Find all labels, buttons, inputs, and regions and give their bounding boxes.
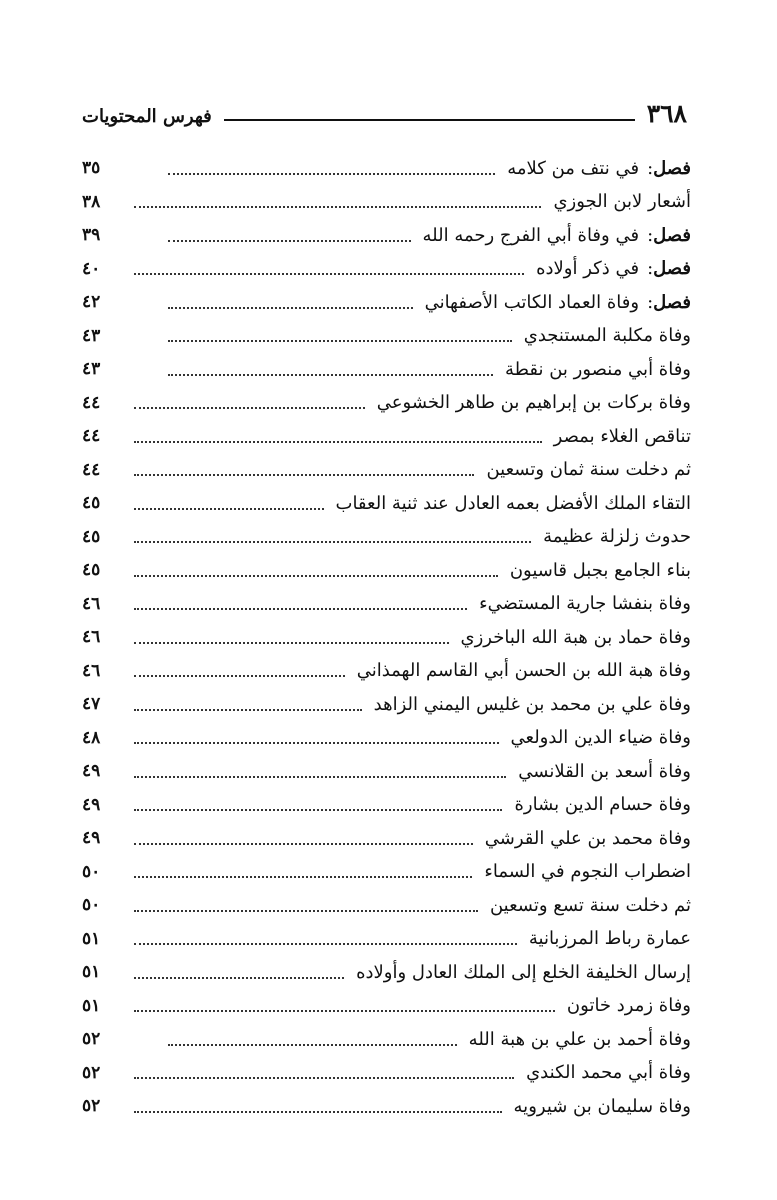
table-of-contents [82, 152, 691, 1124]
toc-entry [82, 320, 691, 354]
toc-entry-title: في وفاة أبي الفرج رحمه الله [422, 224, 640, 246]
toc-entry [82, 621, 691, 655]
page-number: ٣٦٨ [646, 99, 687, 128]
toc-entry-text [484, 827, 691, 849]
toc-entry-title: حدوث زلزلة عظيمة [543, 526, 691, 548]
dot-leader [134, 608, 467, 610]
toc-page-number: ٤٢ [82, 292, 101, 313]
dot-leader [134, 642, 449, 644]
toc-entry-title: عمارة رباط المرزبانية [528, 928, 691, 950]
toc-entry-text [356, 961, 691, 983]
toc-entry [82, 454, 691, 488]
toc-page-number: ٤٤ [82, 426, 101, 447]
toc-entry-text [529, 930, 691, 948]
dot-leader [134, 441, 542, 443]
dot-leader [168, 173, 495, 175]
toc-page-number: ٤٨ [82, 727, 101, 748]
toc-entry-title: وفاة العماد الكاتب الأصفهاني [424, 291, 640, 313]
toc-entry [82, 722, 691, 756]
toc-entry-title: وفاة مكلبة المستنجدي [523, 325, 691, 347]
dot-leader [134, 675, 345, 677]
toc-entry-text [486, 461, 691, 479]
toc-entry-title: في ذكر أولاده [536, 258, 640, 280]
dot-leader [134, 876, 472, 878]
toc-entry [82, 588, 691, 622]
toc-entry-text [335, 492, 692, 514]
toc-page-number: ٥٢ [82, 1096, 101, 1117]
toc-entry [82, 353, 691, 387]
header-rule [224, 119, 635, 121]
toc-page-number: ٤٦ [82, 660, 101, 681]
dot-leader [134, 273, 524, 275]
toc-entry-title: أشعار لابن الجوزي [553, 191, 691, 213]
toc-page-number: ٤٦ [82, 627, 101, 648]
toc-entry-title: ثم دخلت سنة ثمان وتسعين [486, 459, 691, 481]
toc-page-number: ٥١ [82, 995, 101, 1016]
toc-entry-text [536, 260, 691, 278]
toc-entry-text [373, 693, 691, 715]
section-colon: : [647, 258, 654, 280]
toc-entry [82, 1057, 691, 1091]
dot-leader [134, 843, 473, 845]
dot-leader [134, 709, 362, 711]
toc-entry-text [543, 528, 691, 546]
toc-page-number: ٤٩ [82, 794, 101, 815]
toc-entry [82, 923, 691, 957]
toc-entry-title: بناء الجامع بجبل قاسيون [509, 559, 691, 581]
toc-entry-title: وفاة ضياء الدين الدولعي [510, 727, 691, 749]
toc-entry [82, 554, 691, 588]
toc-entry [82, 688, 691, 722]
toc-entry-title: وفاة أسعد بن القلانسي [518, 760, 691, 782]
section-label: فصل [653, 258, 691, 280]
toc-entry [82, 152, 691, 186]
toc-entry-text [479, 595, 691, 613]
toc-entry [82, 487, 691, 521]
toc-entry [82, 1023, 691, 1057]
toc-entry-title: وفاة حسام الدين بشارة [514, 794, 691, 816]
toc-entry-title: وفاة أبي منصور بن نقطة [504, 358, 691, 380]
toc-entry [82, 420, 691, 454]
dot-leader [168, 340, 512, 342]
toc-page-number: ٤٧ [82, 694, 101, 715]
toc-page-number: ٤٩ [82, 828, 101, 849]
dot-leader [168, 307, 413, 309]
toc-entry [82, 219, 691, 253]
toc-page-number: ٤٩ [82, 761, 101, 782]
dot-leader [134, 943, 517, 945]
dot-leader [134, 776, 506, 778]
toc-entry-text [553, 425, 691, 447]
toc-entry-text [518, 760, 691, 782]
toc-page-number: ٤٥ [82, 526, 101, 547]
toc-page-number: ٤٣ [82, 325, 101, 346]
toc-entry [82, 387, 691, 421]
toc-entry-text [357, 662, 691, 680]
toc-entry-text [504, 358, 691, 380]
toc-entry-title: وفاة أحمد بن علي بن هبة الله [468, 1028, 691, 1050]
toc-entry-text [514, 796, 691, 814]
section-label: فصل [653, 291, 691, 313]
toc-entry-title: وفاة بنفشا جارية المستضيء [479, 593, 691, 615]
toc-entry [82, 822, 691, 856]
toc-entry-title: التقاء الملك الأفضل بعمه العادل عند ثنية العقاب [335, 492, 691, 514]
dot-leader [134, 1010, 555, 1012]
section-colon: : [647, 157, 654, 179]
toc-page-number: ٥٢ [82, 1029, 101, 1050]
toc-entry-text [460, 626, 691, 648]
dot-leader [134, 809, 502, 811]
toc-page-number: ٤٣ [82, 359, 101, 380]
dot-leader [134, 508, 324, 510]
dot-leader [168, 1044, 457, 1046]
toc-page-number: ٣٥ [82, 158, 101, 179]
toc-entry [82, 521, 691, 555]
toc-entry-title: وفاة هبة الله بن الحسن أبي القاسم الهمذاني [356, 660, 691, 682]
toc-entry-text [553, 193, 691, 211]
toc-entry [82, 286, 691, 320]
dot-leader [134, 206, 541, 208]
toc-page-number: ٤٥ [82, 560, 101, 581]
dot-leader [134, 541, 531, 543]
dot-leader [168, 374, 493, 376]
toc-entry [82, 253, 691, 287]
dot-leader [168, 240, 411, 242]
toc-entry-title: اضطراب النجوم في السماء [484, 861, 691, 883]
toc-entry-text [422, 224, 692, 246]
toc-entry-title: تناقص الغلاء بمصر [553, 425, 691, 447]
toc-entry-text [524, 327, 691, 345]
dot-leader [134, 575, 498, 577]
toc-entry [82, 956, 691, 990]
toc-entry-title: في نتف من كلامه [507, 157, 640, 179]
dot-leader [134, 977, 344, 979]
toc-entry-title: ثم دخلت سنة تسع وتسعين [489, 894, 691, 916]
dot-leader [134, 910, 478, 912]
toc-entry-text [509, 559, 691, 581]
toc-page-number: ٥٠ [82, 861, 101, 882]
page-title: فهرس المحتويات [82, 106, 212, 127]
dot-leader [134, 474, 474, 476]
toc-page-number: ٥١ [82, 962, 101, 983]
toc-entry-title: وفاة حماد بن هبة الله الباخرزي [460, 626, 691, 648]
section-label: فصل [653, 157, 691, 179]
toc-entry-text [377, 394, 691, 412]
toc-entry [82, 186, 691, 220]
toc-entry [82, 990, 691, 1024]
toc-entry-text [484, 863, 691, 881]
toc-page-number: ٤٦ [82, 593, 101, 614]
section-label: فصل [653, 224, 691, 246]
toc-page-number: ٥١ [82, 928, 101, 949]
toc-entry-title: وفاة زمرد خاتون [566, 995, 691, 1017]
toc-entry [82, 856, 691, 890]
toc-entry-title: وفاة محمد بن علي القرشي [484, 827, 691, 849]
page-header [82, 92, 687, 128]
toc-entry-text [567, 997, 691, 1015]
toc-entry-text [526, 1064, 691, 1082]
toc-entry-title: إرسال الخليفة الخلع إلى الملك العادل وأولاده [356, 961, 691, 983]
toc-entry-title: وفاة بركات بن إبراهيم بن طاهر الخشوعي [376, 392, 691, 414]
toc-page-number: ٥٠ [82, 895, 101, 916]
section-colon: : [647, 291, 654, 313]
toc-entry-text [507, 157, 691, 179]
dot-leader [134, 1111, 502, 1113]
toc-page-number: ٥٢ [82, 1062, 101, 1083]
toc-entry [82, 789, 691, 823]
toc-page-number: ٤٠ [82, 258, 101, 279]
toc-page-number: ٤٥ [82, 493, 101, 514]
toc-page-number: ٤٤ [82, 392, 101, 413]
dot-leader [134, 742, 499, 744]
toc-entry [82, 655, 691, 689]
toc-entry-text [489, 894, 691, 916]
dot-leader [134, 407, 365, 409]
toc-entry-text [513, 1095, 691, 1117]
toc-entry-text [468, 1028, 691, 1050]
toc-entry-text [424, 291, 691, 313]
dot-leader [134, 1077, 514, 1079]
toc-page-number: ٣٨ [82, 191, 101, 212]
toc-entry-title: وفاة سليمان بن شيرويه [513, 1095, 691, 1117]
toc-entry [82, 1090, 691, 1124]
toc-entry-text [511, 729, 691, 747]
toc-entry-title: وفاة أبي محمد الكندي [526, 1062, 691, 1084]
toc-entry [82, 755, 691, 789]
toc-entry [82, 889, 691, 923]
toc-entry-title: وفاة علي بن محمد بن غليس اليمني الزاهد [373, 693, 691, 715]
toc-page-number: ٣٩ [82, 225, 101, 246]
section-colon: : [647, 224, 654, 246]
toc-page-number: ٤٤ [82, 459, 101, 480]
